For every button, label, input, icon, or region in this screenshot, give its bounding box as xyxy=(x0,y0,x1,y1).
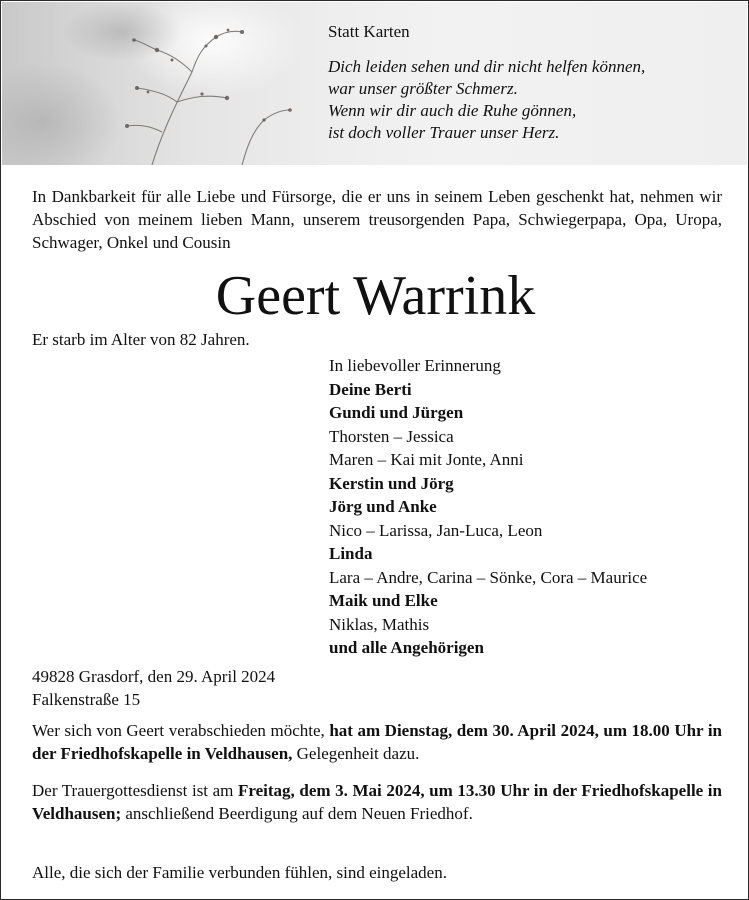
intro-paragraph: In Dankbarkeit für alle Liebe und Fürsorge, die er uns in seinem Leben geschenkt hat, nehmen wir Abschied von meinem lieben Mann, unserem treusorgenden Papa, Schwiegerpapa, Opa, Uropa, Schwager, Onkel und Cousin xyxy=(32,187,722,252)
address-street-line: Falkenstraße 15 xyxy=(32,690,141,709)
family-line: Kerstin und Jörg xyxy=(329,473,454,493)
family-signatures xyxy=(329,354,647,660)
service-paragraph xyxy=(32,779,722,825)
deceased-name: Geert Warrink xyxy=(215,265,536,327)
family-line: In liebevoller Erinnerung xyxy=(329,356,501,375)
family-line: Lara – Andre, Carina – Sönke, Cora – Maurice xyxy=(329,567,648,587)
farewell-time-place: hat am Dienstag, dem 30. April 2024, um 18.00 Uhr in der Friedhofskapelle in Veldhausen, xyxy=(32,721,723,763)
service-text-end: anschließend Beerdigung auf dem Neuen Friedhof. xyxy=(121,804,473,823)
statt-karten-heading: Statt Karten xyxy=(328,22,410,41)
family-line: Maren – Kai mit Jonte, Anni xyxy=(329,450,524,469)
closing-line: Alle, die sich der Familie verbunden fühlen, sind eingeladen. xyxy=(32,863,447,882)
family-line: Thorsten – Jessica xyxy=(329,426,454,446)
address-date-line: 49828 Grasdorf, den 29. April 2024 xyxy=(32,667,276,686)
service-text: Der Trauergottesdienst ist am xyxy=(32,781,238,800)
family-line: Linda xyxy=(329,544,373,563)
family-line: Maik und Elke xyxy=(329,591,438,610)
header-photo-band xyxy=(2,2,747,165)
service-time-place: Freitag, dem 3. Mai 2024, um 13.30 Uhr in der Friedhofskapelle in Veldhausen; xyxy=(32,781,722,823)
address-block xyxy=(32,665,275,711)
poem-line: ist doch voller Trauer unser Herz. xyxy=(328,123,560,142)
poem-line: war unser größter Schmerz. xyxy=(328,79,518,98)
family-line: Deine Berti xyxy=(329,379,412,399)
age-line: Er starb im Alter von 82 Jahren. xyxy=(32,330,250,349)
family-line: und alle Angehörigen xyxy=(329,638,484,657)
poem-line: Dich leiden sehen und dir nicht helfen können, xyxy=(328,57,646,76)
family-line: Nico – Larissa, Jan-Luca, Leon xyxy=(329,520,543,540)
farewell-text-end: Gelegenheit dazu. xyxy=(292,744,420,763)
farewell-paragraph xyxy=(32,719,722,765)
family-line: Gundi und Jürgen xyxy=(329,403,464,422)
memorial-poem xyxy=(328,56,645,144)
family-line: Jörg und Anke xyxy=(329,497,437,516)
farewell-text: Wer sich von Geert verabschieden möchte, xyxy=(32,721,330,740)
poem-line: Wenn wir dir auch die Ruhe gönnen, xyxy=(328,101,577,120)
family-line: Niklas, Mathis xyxy=(329,614,430,634)
